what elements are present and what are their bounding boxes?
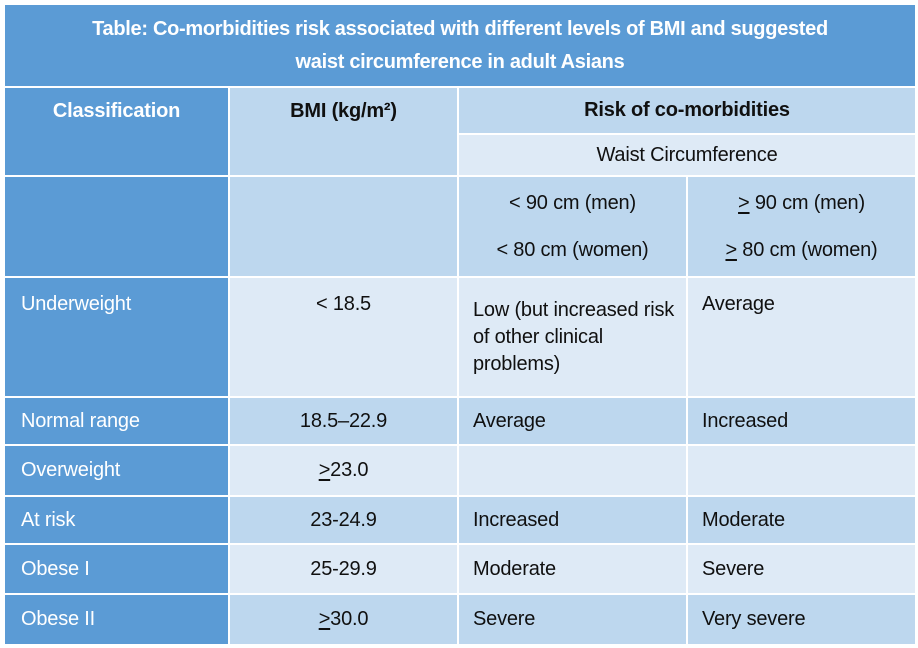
row-underweight-risk-lower: Low (but increased risk of other clinical problems) bbox=[459, 278, 686, 396]
row-at-risk-bmi: 23-24.9 bbox=[230, 497, 457, 543]
row-underweight-risk-higher: Average bbox=[688, 278, 915, 396]
table-title bbox=[5, 5, 915, 86]
table-title-line-2: waist circumference in adult Asians bbox=[295, 50, 625, 73]
row-obese-2-risk-lower: Severe bbox=[459, 595, 686, 644]
waist-lower-men: < 90 cm (men) bbox=[509, 191, 636, 214]
header-waist-threshold-lower bbox=[459, 177, 686, 276]
row-underweight-label: Underweight bbox=[5, 278, 228, 396]
waist-higher-men: > 90 cm (men) bbox=[738, 191, 865, 214]
row-underweight-bmi: < 18.5 bbox=[230, 278, 457, 396]
row-obese-1-label: Obese I bbox=[5, 545, 228, 593]
row-obese-2-bmi: > 30.0 bbox=[230, 595, 457, 644]
row-at-risk-risk-lower: Increased bbox=[459, 497, 686, 543]
row-obese-1-risk-higher: Severe bbox=[688, 545, 915, 593]
row-normal-range-label: Normal range bbox=[5, 398, 228, 444]
row-at-risk-risk-higher: Moderate bbox=[688, 497, 915, 543]
spacer-classification bbox=[5, 177, 228, 276]
row-overweight-risk-higher bbox=[688, 446, 915, 495]
row-obese-2-label: Obese II bbox=[5, 595, 228, 644]
row-overweight-bmi: > 23.0 bbox=[230, 446, 457, 495]
spacer-bmi bbox=[230, 177, 457, 276]
row-obese-1-bmi: 25-29.9 bbox=[230, 545, 457, 593]
row-normal-range-bmi: 18.5–22.9 bbox=[230, 398, 457, 444]
row-obese-1-risk-lower: Moderate bbox=[459, 545, 686, 593]
header-risk-of-comorbidities: Risk of co-morbidities bbox=[459, 88, 915, 133]
waist-lower-women: < 80 cm (women) bbox=[496, 238, 649, 261]
row-overweight-risk-lower bbox=[459, 446, 686, 495]
bmi-comorbidities-table bbox=[5, 5, 915, 644]
header-bmi: BMI (kg/m²) bbox=[230, 88, 457, 175]
header-classification: Classification bbox=[5, 88, 228, 175]
row-at-risk-label: At risk bbox=[5, 497, 228, 543]
row-overweight-label: Overweight bbox=[5, 446, 228, 495]
row-obese-2-risk-higher: Very severe bbox=[688, 595, 915, 644]
table-title-line-1: Table: Co-morbidities risk associated with different levels of BMI and suggested bbox=[92, 17, 828, 40]
header-waist-threshold-higher bbox=[688, 177, 915, 276]
header-waist-circumference: Waist Circumference bbox=[459, 135, 915, 175]
row-normal-range-risk-higher: Increased bbox=[688, 398, 915, 444]
waist-higher-women: > 80 cm (women) bbox=[725, 238, 878, 261]
row-normal-range-risk-lower: Average bbox=[459, 398, 686, 444]
